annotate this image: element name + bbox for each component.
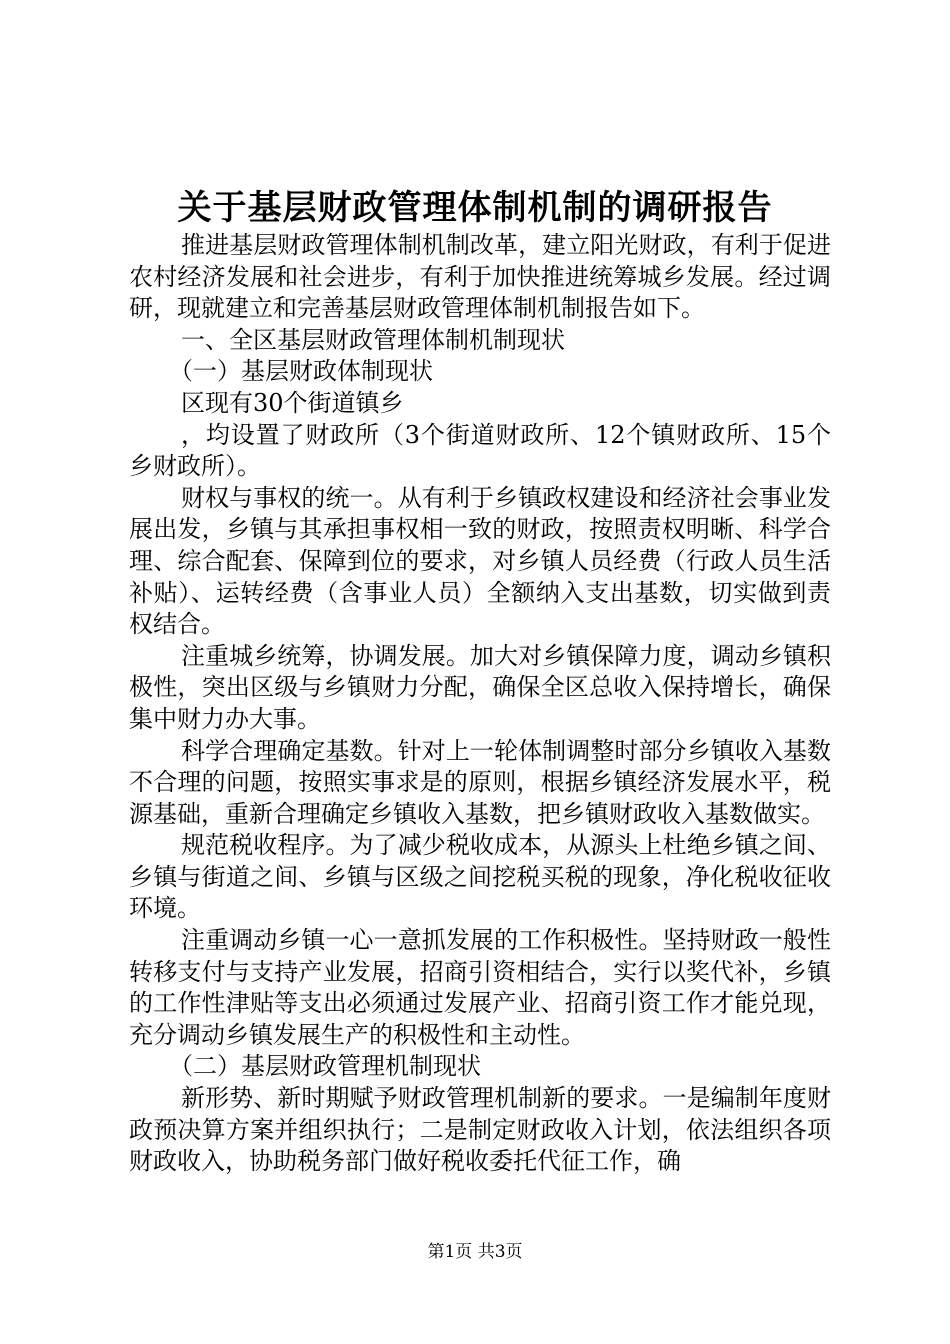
paragraph-rights-unity: 财权与事权的统一。从有利于乡镇政权建设和经济社会事业发展出发，乡镇与其承担事权相一致的财政，按照责权明晰、科学合理、综合配套、保障到位的要求，对乡镇人员经费（行政人员生活补贴）、运转经费（含事业人员）全额纳入支出基数，切实做到责权结合。: [129, 483, 831, 639]
paragraph-new-requirements: 新形势、新时期赋予财政管理机制新的要求。一是编制年度财政预决算方案并组织执行；二是制定财政收入计划，依法组织各项财政收入，协助税务部门做好税收委托代征工作，确: [129, 1084, 831, 1176]
paragraph-finance-offices: ，均设置了财政所（3个街道财政所、12个镇财政所、15个乡财政所）。: [129, 420, 831, 481]
document-title: 关于基层财政管理体制机制的调研报告: [177, 188, 773, 228]
subsection-heading-2: （二）基层财政管理机制现状: [169, 1052, 481, 1081]
section-heading-1: 一、全区基层财政管理体制机制现状: [181, 325, 565, 354]
paragraph-motivation: 注重调动乡镇一心一意抓发展的工作积极性。坚持财政一般性转移支付与支持产业发展，招商引资相结合，实行以奖代补，乡镇的工作性津贴等支出必须通过发展产业、招商引资工作才能兑现，充分调动乡镇发展生产的积极性和主动性。: [129, 926, 831, 1049]
page-footer: 第1页 共3页: [427, 1242, 523, 1262]
paragraph-district-count: 区现有30个街道镇乡: [181, 388, 404, 417]
subsection-heading-1: （一）基层财政体制现状: [169, 357, 433, 386]
paragraph-urban-rural: 注重城乡统筹，协调发展。加大对乡镇保障力度，调动乡镇积极性，突出区级与乡镇财力分配，确保全区总收入保持增长，确保集中财力办大事。: [129, 641, 831, 733]
paragraph-tax-procedure: 规范税收程序。为了减少税收成本，从源头上杜绝乡镇之间、乡镇与街道之间、乡镇与区级之间挖税买税的现象，净化税收征收环境。: [129, 831, 831, 923]
paragraph-intro: 推进基层财政管理体制机制改革，建立阳光财政，有利于促进农村经济发展和社会进步，有利于加快推进统筹城乡发展。经过调研，现就建立和完善基层财政管理体制机制报告如下。: [129, 231, 831, 323]
paragraph-base-numbers: 科学合理确定基数。针对上一轮体制调整时部分乡镇收入基数不合理的问题，按照实事求是的原则，根据乡镇经济发展水平，税源基础，重新合理确定乡镇收入基数，把乡镇财政收入基数做实。: [129, 736, 831, 828]
document-body: [129, 230, 831, 1178]
